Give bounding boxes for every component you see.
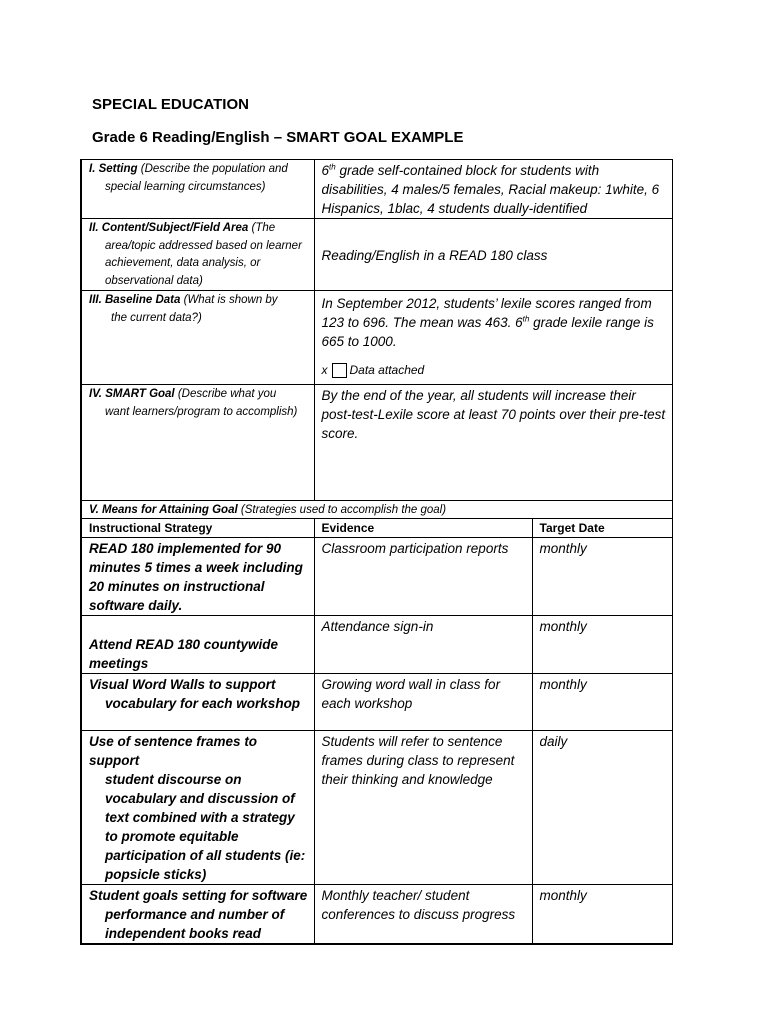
smart-goal-row <box>81 385 672 501</box>
data-attached <box>322 361 667 380</box>
means-desc: (Strategies used to accomplish the goal) <box>240 504 447 516</box>
evidence-cell: Growing word wall in class for each workshop <box>314 674 532 731</box>
strategy-text-cont: student discourse on vocabulary and discussion of text combined with a strategy to promote equitable participation of all students (ie: popsicle sticks) <box>105 772 306 882</box>
strategy-cell <box>81 538 314 616</box>
baseline-label-desc-cont: the current data?) <box>111 311 202 324</box>
evidence-cell: Attendance sign-in <box>314 616 532 674</box>
smart-goal-label-desc-cont: want learners/program to accomplish) <box>105 405 298 418</box>
content-value: Reading/English in a READ 180 class <box>314 219 672 291</box>
setting-label <box>81 160 314 219</box>
data-attached-checkbox[interactable] <box>332 363 347 378</box>
baseline-value-text: In September 2012, students’ lexile scores ranged from 123 to 696. The mean was 463. 6 <box>321 296 652 330</box>
content-label <box>81 219 314 291</box>
setting-value-text: grade self-contained block for students with disabilities, 4 males/5 females, Racial makeup: 1white, 6 Hispanics, 1blac, 4 students dually-identified <box>321 163 660 216</box>
setting-label-desc: (Describe the population and <box>140 163 288 175</box>
strategy-text: Use of sentence frames to support <box>89 734 258 768</box>
strategy-cell <box>81 674 314 731</box>
setting-label-head: I. Setting <box>89 163 138 175</box>
table-row <box>81 674 672 731</box>
date-cell: monthly <box>532 616 672 674</box>
evidence-cell: Students will refer to sentence frames during class to represent their thinking and knowledge <box>314 731 532 885</box>
setting-row <box>81 160 672 219</box>
col-evidence-header: Evidence <box>314 519 532 538</box>
strategy-text: Visual Word Walls to support <box>89 677 276 692</box>
date-cell: monthly <box>532 538 672 616</box>
table-row <box>81 538 672 616</box>
baseline-value-text-cont: grade lexile range is 665 to 1000. <box>321 315 654 349</box>
smart-goal-value: By the end of the year, all students will increase their post-test-Lexile score at least 70 points over their pre-test score. <box>314 385 672 501</box>
col-date-header: Target Date <box>532 519 672 538</box>
document-subheading: Grade 6 Reading/English – SMART GOAL EXAMPLE <box>92 129 464 146</box>
table-row <box>81 616 672 674</box>
setting-value <box>314 160 672 219</box>
setting-label-desc-cont: special learning circumstances) <box>105 180 266 193</box>
baseline-label <box>81 291 314 385</box>
smart-goal-table <box>80 159 673 945</box>
setting-value-num: 6 <box>321 163 330 178</box>
content-row <box>81 219 672 291</box>
strategy-text-cont: performance and number of independent books read <box>105 907 285 941</box>
content-label-head: II. Content/Subject/Field Area <box>89 222 249 234</box>
strategy-text-cont: vocabulary for each workshop <box>105 696 301 711</box>
col-strategy-header: Instructional Strategy <box>81 519 314 538</box>
setting-value-sup: th <box>329 162 336 172</box>
baseline-label-head: III. Baseline Data <box>89 294 181 306</box>
smart-goal-label-desc: (Describe what you <box>177 388 277 400</box>
baseline-value <box>314 291 672 385</box>
baseline-row <box>81 291 672 385</box>
evidence-cell: Monthly teacher/ student conferences to discuss progress <box>314 885 532 945</box>
baseline-value-sup: th <box>522 314 530 324</box>
means-header <box>81 501 672 519</box>
content-label-desc-cont: area/topic addressed based on learner achievement, data analysis, or observational data) <box>105 239 302 287</box>
strategy-cell <box>81 616 314 674</box>
smart-goal-label <box>81 385 314 501</box>
strategy-text: READ 180 implemented for 90 minutes 5 times a week including 20 minutes on instructional software daily. <box>89 541 303 613</box>
table-row <box>81 885 672 945</box>
date-cell: monthly <box>532 674 672 731</box>
content-label-desc: (The <box>251 222 276 234</box>
strategy-cell <box>81 731 314 885</box>
table-row <box>81 731 672 885</box>
strategy-text: Student goals setting for software <box>89 888 308 903</box>
data-attached-mark: x <box>321 363 328 377</box>
strategy-cell <box>81 885 314 945</box>
data-attached-label: Data attached <box>349 363 425 377</box>
smart-goal-label-head: IV. SMART Goal <box>89 388 175 400</box>
strategy-text: Attend READ 180 countywide meetings <box>89 637 279 671</box>
means-row <box>81 501 672 519</box>
baseline-label-desc: (What is shown by <box>183 294 278 306</box>
evidence-cell: Classroom participation reports <box>314 538 532 616</box>
document-heading: SPECIAL EDUCATION <box>92 96 249 113</box>
means-head: V. Means for Attaining Goal <box>89 504 238 516</box>
column-header-row <box>81 519 672 538</box>
date-cell: daily <box>532 731 672 885</box>
date-cell: monthly <box>532 885 672 945</box>
